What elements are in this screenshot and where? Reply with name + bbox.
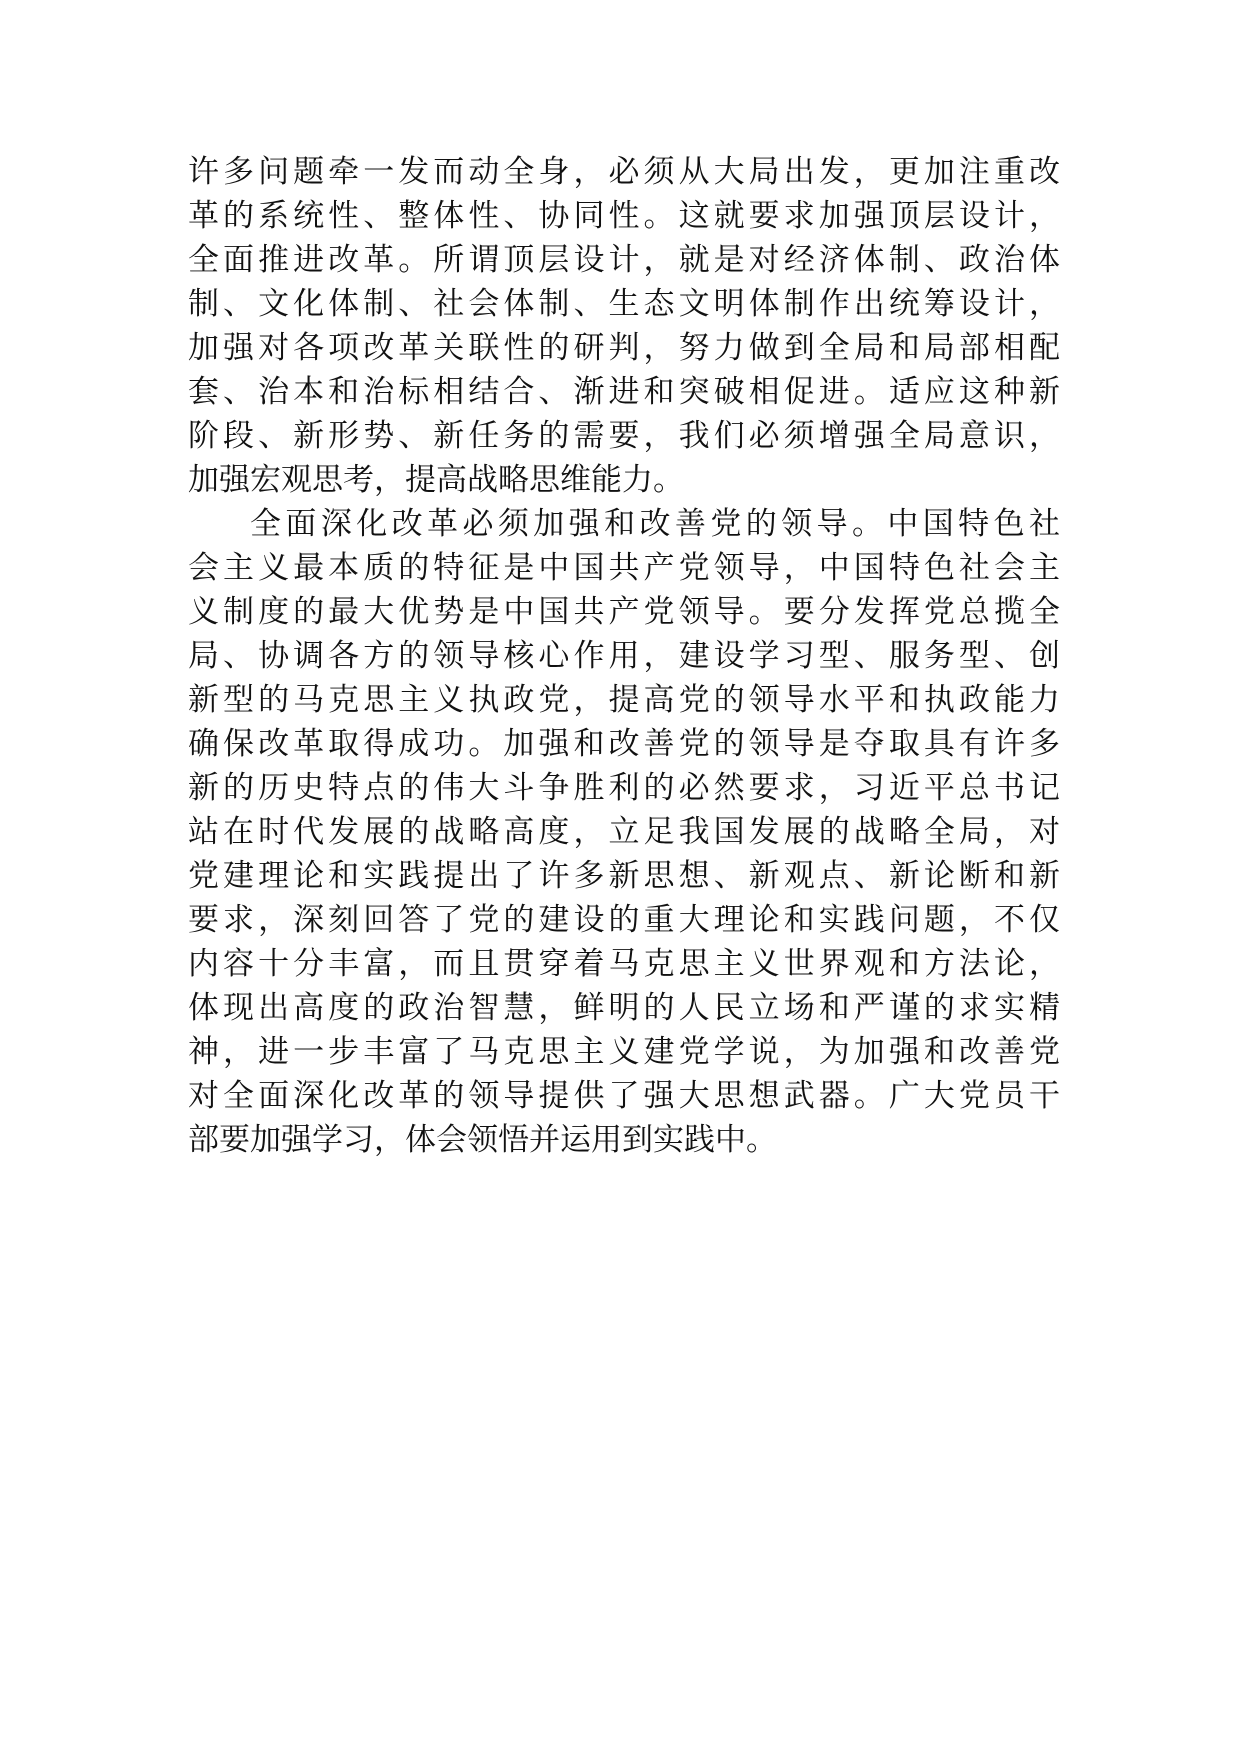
paragraph-line: 全面推进改革。所谓顶层设计，就是对经济体制、政治体 — [188, 242, 1060, 278]
paragraph-line: 阶段、新形势、新任务的需要，我们必须增强全局意识， — [188, 418, 1060, 454]
paragraph-2 — [188, 502, 1060, 1162]
paragraph-line: 义制度的最大优势是中国共产党领导。要分发挥党总揽全 — [188, 594, 1060, 630]
paragraph-line: 新型的马克思主义执政党，提高党的领导水平和执政能力 — [188, 682, 1060, 718]
paragraph-line: 制、文化体制、社会体制、生态文明体制作出统筹设计， — [188, 286, 1060, 322]
paragraph-1 — [188, 150, 1060, 502]
paragraph-line: 内容十分丰富，而且贯穿着马克思主义世界观和方法论， — [188, 946, 1060, 982]
paragraph-line: 对全面深化改革的领导提供了强大思想武器。广大党员干 — [188, 1078, 1060, 1114]
paragraph-line: 全面深化改革必须加强和改善党的领导。中国特色社 — [250, 506, 1060, 542]
paragraph-line: 会主义最本质的特征是中国共产党领导，中国特色社会主 — [188, 550, 1060, 586]
paragraph-line: 许多问题牵一发而动全身，必须从大局出发，更加注重改 — [188, 154, 1060, 190]
document-body — [188, 150, 1060, 1162]
paragraph-line: 新的历史特点的伟大斗争胜利的必然要求，习近平总书记 — [188, 770, 1060, 806]
paragraph-line: 局、协调各方的领导核心作用，建设学习型、服务型、创 — [188, 638, 1060, 674]
paragraph-line: 加强对各项改革关联性的研判，努力做到全局和局部相配 — [188, 330, 1060, 366]
paragraph-line: 党建理论和实践提出了许多新思想、新观点、新论断和新 — [188, 858, 1060, 894]
paragraph-line: 体现出高度的政治智慧，鲜明的人民立场和严谨的求实精 — [188, 990, 1060, 1026]
paragraph-line: 部要加强学习，体会领悟并运用到实践中。 — [188, 1122, 777, 1158]
paragraph-line: 站在时代发展的战略高度，立足我国发展的战略全局，对 — [188, 814, 1060, 850]
paragraph-line: 神，进一步丰富了马克思主义建党学说，为加强和改善党 — [188, 1034, 1060, 1070]
paragraph-line: 加强宏观思考，提高战略思维能力。 — [188, 462, 684, 498]
paragraph-line: 革的系统性、整体性、协同性。这就要求加强顶层设计， — [188, 198, 1060, 234]
paragraph-line: 套、治本和治标相结合、渐进和突破相促进。适应这种新 — [188, 374, 1060, 410]
paragraph-line: 要求，深刻回答了党的建设的重大理论和实践问题，不仅 — [188, 902, 1060, 938]
paragraph-line: 确保改革取得成功。加强和改善党的领导是夺取具有许多 — [188, 726, 1060, 762]
